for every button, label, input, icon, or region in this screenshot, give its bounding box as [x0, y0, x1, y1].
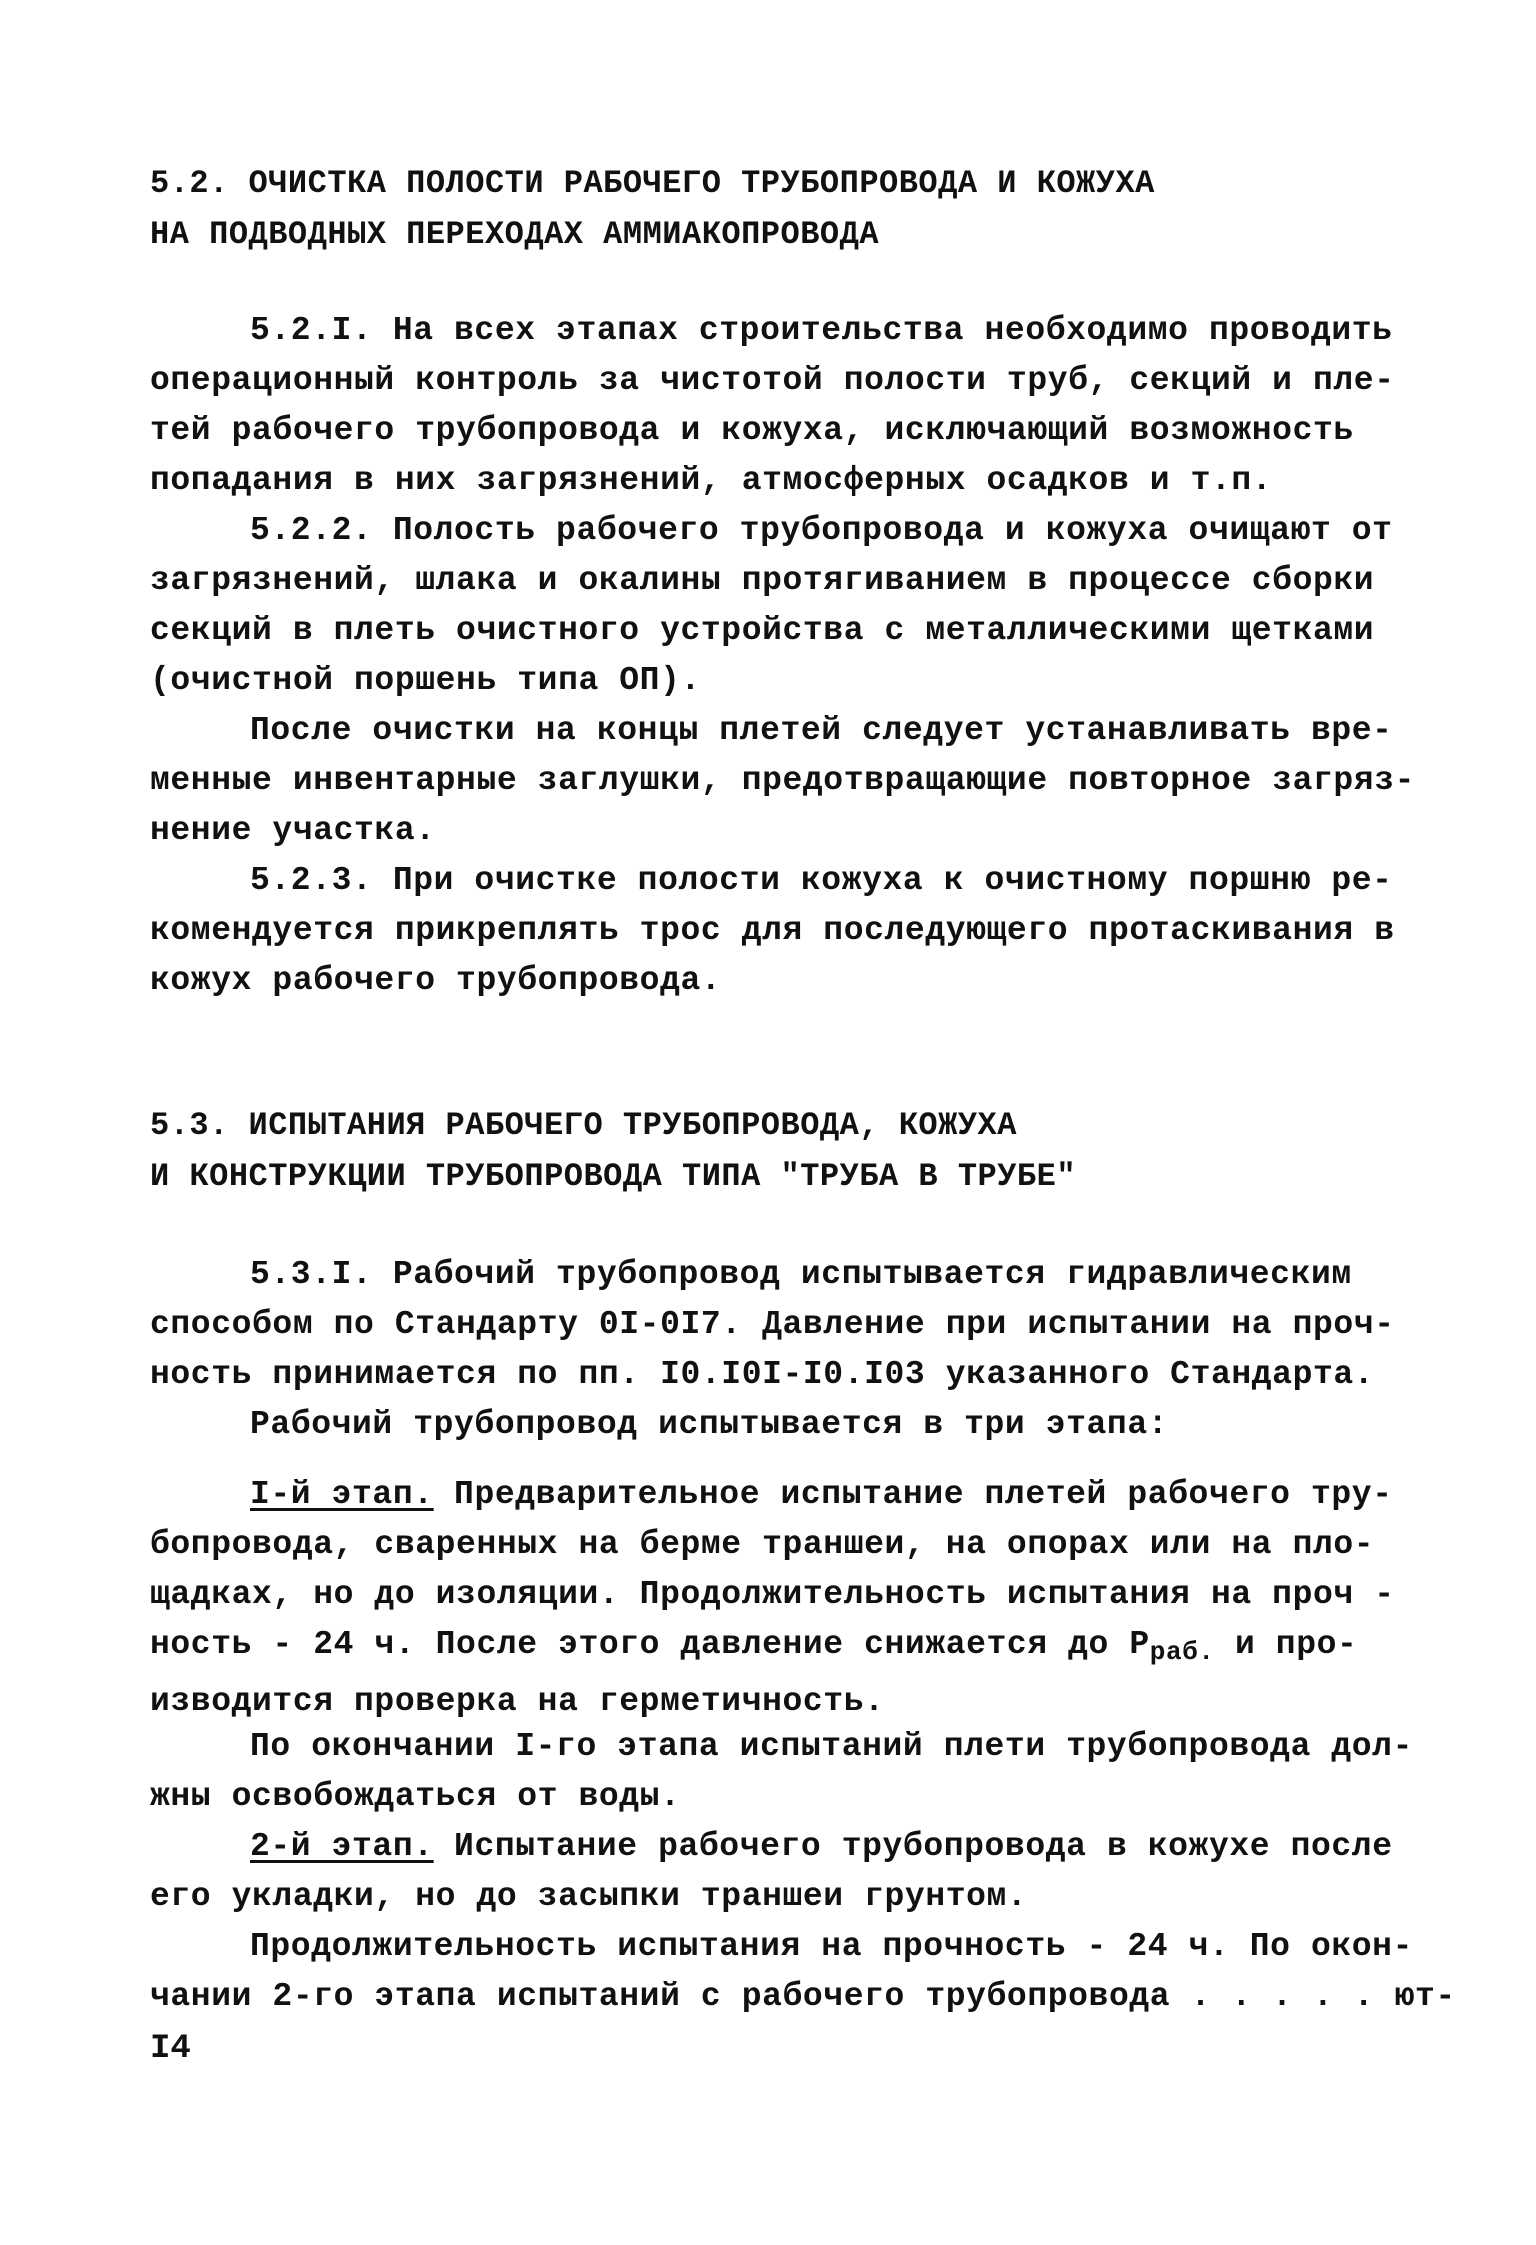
page-number: I4 [150, 2030, 191, 2068]
heading-line: НА ПОДВОДНЫХ ПЕРЕХОДАХ АММИАКОПРОВОДА [150, 216, 880, 253]
text-line: способом по Стандарту 0I-0I7. Давление при испытании на проч- [150, 1306, 1395, 1343]
text-line: его укладки, но до засыпки траншеи грунтом. [150, 1878, 1028, 1915]
text-line [150, 1470, 1393, 1520]
text-line: 5.2.2. Полость рабочего трубопровода и кожуха очищают от [250, 512, 1393, 549]
heading-line: 5.2. ОЧИСТКА ПОЛОСТИ РАБОЧЕГО ТРУБОПРОВОДА И КОЖУХА [150, 165, 1155, 202]
text-line: изводится проверка на герметичность. [150, 1683, 885, 1720]
text-line: 5.2.3. При очистке полости кожуха к очистному поршню ре- [250, 862, 1393, 899]
text-line: жны освобождаться от воды. [150, 1778, 681, 1815]
paragraph-5-2-2 [150, 506, 1393, 706]
text-line: По окончании I-го этапа испытаний плети трубопровода дол- [250, 1728, 1413, 1765]
text-span: и про- [1214, 1626, 1358, 1663]
text-line: кожух рабочего трубопровода. [150, 962, 722, 999]
text-line: После очистки на концы плетей следует устанавливать вре- [250, 712, 1393, 749]
text-line: комендуется прикреплять трос для последующего протаскивания в [150, 912, 1395, 949]
text-line: щадках, но до изоляции. Продолжительность испытания на проч - [150, 1576, 1395, 1613]
paragraph-after-cleaning [150, 706, 1415, 856]
text-line: ность принимается по пп. I0.I0I-I0.I03 указанного Стандарта. [150, 1356, 1375, 1393]
text-span: ность - 24 ч. После этого давление снижается до P [150, 1626, 1150, 1663]
paragraph-three-stages [150, 1400, 1390, 1450]
text-line: менные инвентарные заглушки, предотвращающие повторное загряз- [150, 762, 1415, 799]
text-line: попадания в них загрязнений, атмосферных осадков и т.п. [150, 462, 1273, 499]
heading-line: 5.3. ИСПЫТАНИЯ РАБОЧЕГО ТРУБОПРОВОДА, КОЖУХА [150, 1107, 1017, 1144]
text-line: секций в плеть очистного устройства с металлическими щетками [150, 612, 1375, 649]
text-line: Рабочий трубопровод испытывается в три этапа: [250, 1406, 1169, 1443]
subscript-rab: раб. [1149, 1637, 1215, 1667]
paragraph-5-2-1 [150, 306, 1395, 506]
stage-2-label: 2-й этап. [250, 1828, 434, 1865]
text-line: тей рабочего трубопровода и кожуха, исключающий возможность [150, 412, 1354, 449]
section-5-3-heading [150, 1100, 1076, 1202]
text-line: Продолжительность испытания на прочность - 24 ч. По окон- [250, 1928, 1413, 1965]
text-line: нение участка. [150, 812, 436, 849]
text-line: бопровода, сваренных на берме траншеи, на опорах или на пло- [150, 1526, 1375, 1563]
text-line: операционный контроль за чистотой полости труб, секций и пле- [150, 362, 1395, 399]
stage-1-label: I-й этап. [250, 1476, 434, 1513]
stage-1-text: Предварительное испытание плетей рабочего тру- [433, 1476, 1393, 1513]
paragraph-stage-2 [150, 1822, 1393, 1922]
text-line [150, 1822, 1393, 1872]
text-line: (очистной поршень типа ОП). [150, 662, 701, 699]
text-line [150, 1620, 1390, 1677]
paragraph-duration [150, 1922, 1456, 2022]
heading-line: И КОНСТРУКЦИИ ТРУБОПРОВОДА ТИПА "ТРУБА В ТРУБЕ" [150, 1158, 1077, 1195]
section-5-2-heading [150, 158, 1155, 260]
paragraph-stage-1-end [150, 1722, 1413, 1822]
text-line: загрязнений, шлака и окалины протягиванием в процессе сборки [150, 562, 1375, 599]
stage-2-text: Испытание рабочего трубопровода в кожухе после [433, 1828, 1393, 1865]
text-line: 5.3.I. Рабочий трубопровод испытывается гидравлическим [250, 1256, 1352, 1293]
text-line: чании 2-го этапа испытаний с рабочего трубопровода . . . . . ют- [150, 1978, 1456, 2015]
paragraph-stage-1 [150, 1470, 1395, 1727]
paragraph-5-2-3 [150, 856, 1395, 1006]
paragraph-5-3-1 [150, 1250, 1395, 1400]
text-line: 5.2.I. На всех этапах строительства необходимо проводить [250, 312, 1393, 349]
